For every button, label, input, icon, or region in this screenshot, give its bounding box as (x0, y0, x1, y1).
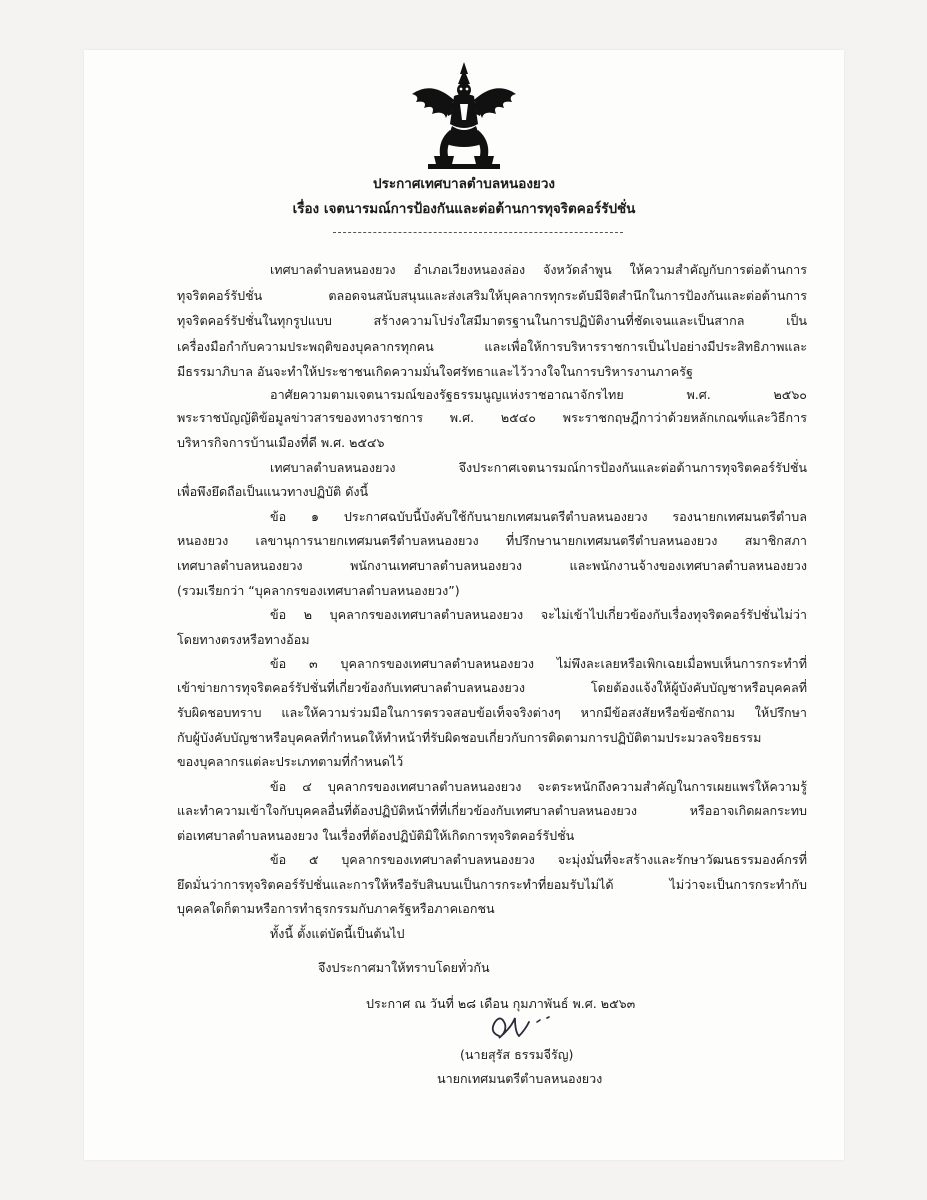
body-line: เครื่องมือกำกับความประพฤติของบุคลากรทุกคน และเพื่อให้การบริหารราชการเป็นไปอย่างมีประสิทธิภาพและ (177, 339, 807, 354)
signer-position: นายกเทศมนตรีตำบลหนองยวง (437, 1071, 603, 1086)
body-line: เทศบาลตำบลหนองยวง อำเภอเวียงหนองล่อง จังหวัดลำพูน ให้ความสำคัญกับการต่อต้านการ (270, 262, 807, 277)
body-line: อาศัยความตามเจตนารมณ์ของรัฐธรรมนูญแห่งราชอาณาจักรไทย พ.ศ. ๒๕๖๐ (270, 387, 807, 402)
clause-2-line: ข้อ ๒ บุคลากรของเทศบาลตำบลหนองยวง จะไม่เข้าไปเกี่ยวข้องกับเรื่องทุจริตคอร์รัปชั่นไม่ว่า (270, 607, 807, 622)
clause-3-line: เข้าข่ายการทุจริตคอร์รัปชั่นที่เกี่ยวข้องกับเทศบาลตำบลหนองยวง โดยต้องแจ้งให้ผู้บังคับบัญชาหรือบุคคลที่ (177, 680, 807, 695)
body-line: เพื่อพึงยึดถือเป็นแนวทางปฏิบัติ ดังนี้ (177, 484, 369, 499)
body-line: เทศบาลตำบลหนองยวง จึงประกาศเจตนารมณ์การป้องกันและต่อต้านการทุจริตคอร์รัปชั่น (270, 460, 807, 475)
clause-4-line: ข้อ ๔ บุคลากรของเทศบาลตำบลหนองยวง จะตระหนักถึงความสำคัญในการเผยแพร่ให้ความรู้ (270, 779, 807, 794)
clause-1-line: หนองยวง เลขานุการนายกเทศมนตรีตำบลหนองยวง ที่ปรึกษานายกเทศมนตรีตำบลหนองยวง สมาชิกสภา (177, 533, 807, 548)
announcement-date: ประกาศ ณ วันที่ ๒๘ เดือน กุมภาพันธ์ พ.ศ. ๒๕๖๓ (366, 996, 636, 1011)
clause-3-line: ของบุคลากรแต่ละประเภทตามที่กำหนดไว้ (177, 754, 404, 769)
announcement-title: ประกาศเทศบาลตำบลหนองยวง (373, 176, 555, 192)
body-line: มีธรรมาภิบาล อันจะทำให้ประชาชนเกิดความมั่นใจศรัทธาและไว้วางใจในการบริหารงานภาครัฐ (177, 364, 693, 379)
clause-1-line: ข้อ ๑ ประกาศฉบับนี้บังคับใช้กับนายกเทศมนตรีตำบลหนองยวง รองนายกเทศมนตรีตำบล (270, 509, 807, 524)
garuda-emblem-icon (402, 60, 526, 172)
clause-5-line: ยึดมั่นว่าการทุจริตคอร์รัปชั่นและการให้หรือรับสินบนเป็นการกระทำที่ยอมรับไม่ได้ ไม่ว่าจะเป็นการกระทำกับ (177, 877, 807, 892)
clause-5-line: บุคคลใดก็ตามหรือการทำธุรกรรมกับภาครัฐหรือภาคเอกชน (177, 901, 495, 916)
body-line: บริหารกิจการบ้านเมืองที่ดี พ.ศ. ๒๕๔๖ (177, 435, 385, 450)
body-line: ทุจริตคอร์รัปชั่นในทุกรูปแบบ สร้างความโปร่งใสมีมาตรฐานในการปฏิบัติงานที่ชัดเจนและเป็นสากล เป็น (177, 313, 807, 328)
clause-3-line: ข้อ ๓ บุคลากรของเทศบาลตำบลหนองยวง ไม่พึงละเลยหรือเพิกเฉยเมื่อพบเห็นการกระทำที่ (270, 656, 807, 671)
clause-4-line: ต่อเทศบาลตำบลหนองยวง ในเรื่องที่ต้องปฏิบัติมิให้เกิดการทุจริตคอร์รัปชั่น (177, 828, 575, 843)
clause-2-line: โดยทางตรงหรือทางอ้อม (177, 632, 310, 647)
effective-statement: ทั้งนี้ ตั้งแต่บัดนี้เป็นต้นไป (270, 926, 405, 941)
announcement-statement: จึงประกาศมาให้ทราบโดยทั่วกัน (318, 960, 490, 975)
handwritten-signature (485, 1010, 565, 1044)
announcement-subject: เรื่อง เจตนารมณ์การป้องกันและต่อต้านการทุจริตคอร์รัปชั่น (292, 201, 636, 217)
clause-5-line: ข้อ ๕ บุคลากรของเทศบาลตำบลหนองยวง จะมุ่งมั่นที่จะสร้างและรักษาวัฒนธรรมองค์กรที่ (270, 852, 807, 867)
title-divider (333, 232, 623, 233)
clause-1-line: เทศบาลตำบลหนองยวง พนักงานเทศบาลตำบลหนองยวง และพนักงานจ้างของเทศบาลตำบลหนองยวง (177, 558, 807, 573)
clause-3-line: กับผู้บังคับบัญชาหรือบุคคลที่กำหนดให้ทำหน้าที่รับผิดชอบเกี่ยวกับการติดตามการปฏิบัติตามประมวลจริยธรรม (177, 730, 762, 745)
body-line: พระราชบัญญัติข้อมูลข่าวสารของทางราชการ พ.ศ. ๒๕๔๐ พระราชกฤษฎีกาว่าด้วยหลักเกณฑ์และวิธีการ (177, 410, 807, 425)
clause-3-line: รับผิดชอบทราบ และให้ความร่วมมือในการตรวจสอบข้อเท็จจริงต่างๆ หากมีข้อสงสัยหรือข้อซักถาม ให้ปรึกษา (177, 705, 807, 720)
body-line: ทุจริตคอร์รัปชั่น ตลอดจนสนับสนุนและส่งเสริมให้บุคลากรทุกระดับมีจิตสำนึกในการป้องกันและต่อต้านการ (177, 288, 807, 303)
clause-1-line: (รวมเรียกว่า “บุคลากรของเทศบาลตำบลหนองยวง”) (177, 583, 460, 598)
signer-name: (นายสุรัส ธรรมจีรัญ) (460, 1047, 574, 1062)
clause-4-line: และทำความเข้าใจกับบุคคลอื่นที่ต้องปฏิบัติหน้าที่ที่เกี่ยวข้องกับเทศบาลตำบลหนองยวง หรืออาจเกิดผลกระทบ (177, 803, 807, 818)
